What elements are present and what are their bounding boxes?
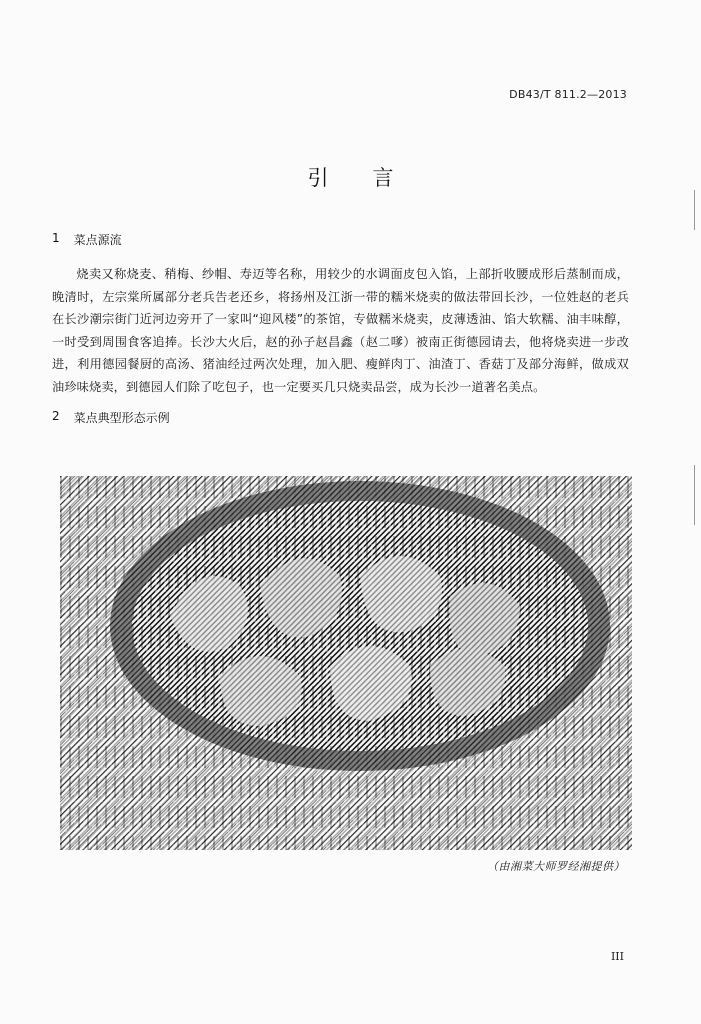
- page-title: 引言: [307, 166, 438, 190]
- section-heading-2: [52, 409, 170, 426]
- section-number: 2: [52, 409, 60, 423]
- body-paragraph: 烧卖又称烧麦、稍梅、纱帽、寿迈等名称，用较少的水调面皮包入馅，上部折收腰成形后蒸制而成，晚清时，左宗棠所属部分老兵告老还乡，将扬州及江浙一带的糯米烧卖的做法带回长沙，一位姓赵的老兵在长沙潮宗街门近河边旁开了一家叫“迎风楼”的茶馆，专做糯米烧卖，皮薄透油、馅大软糯、油丰味醇，一时受到周围食客追捧。长沙大火后，赵的孙子赵昌鑫（赵二嗲）被南正街德园请去，他将烧卖进一步改进，利用德园餐厨的高汤、猪油经过两次处理，加入肥、瘦鲜肉丁、油渣丁、香菇丁及部分海鲜，做成双油珍味烧卖，到德园人们除了吃包子，也一定要买几只烧卖品尝，成为长沙一道著名美点。: [52, 267, 629, 394]
- document-code: DB43/T 811.2—2013: [509, 88, 627, 101]
- page-number: III: [610, 950, 624, 963]
- section-title: 菜点典型形态示例: [73, 411, 170, 425]
- section-heading-1: [52, 231, 122, 248]
- section-number: 1: [52, 231, 60, 245]
- scan-edge-mark: [694, 465, 695, 525]
- figure-caption: （由湘菜大师罗经湘提供）: [487, 860, 625, 873]
- scan-edge-mark: [694, 190, 695, 230]
- section-title: 菜点源流: [73, 233, 122, 247]
- steamer-basket-image: [60, 476, 632, 850]
- shaomai-photo: [60, 476, 632, 850]
